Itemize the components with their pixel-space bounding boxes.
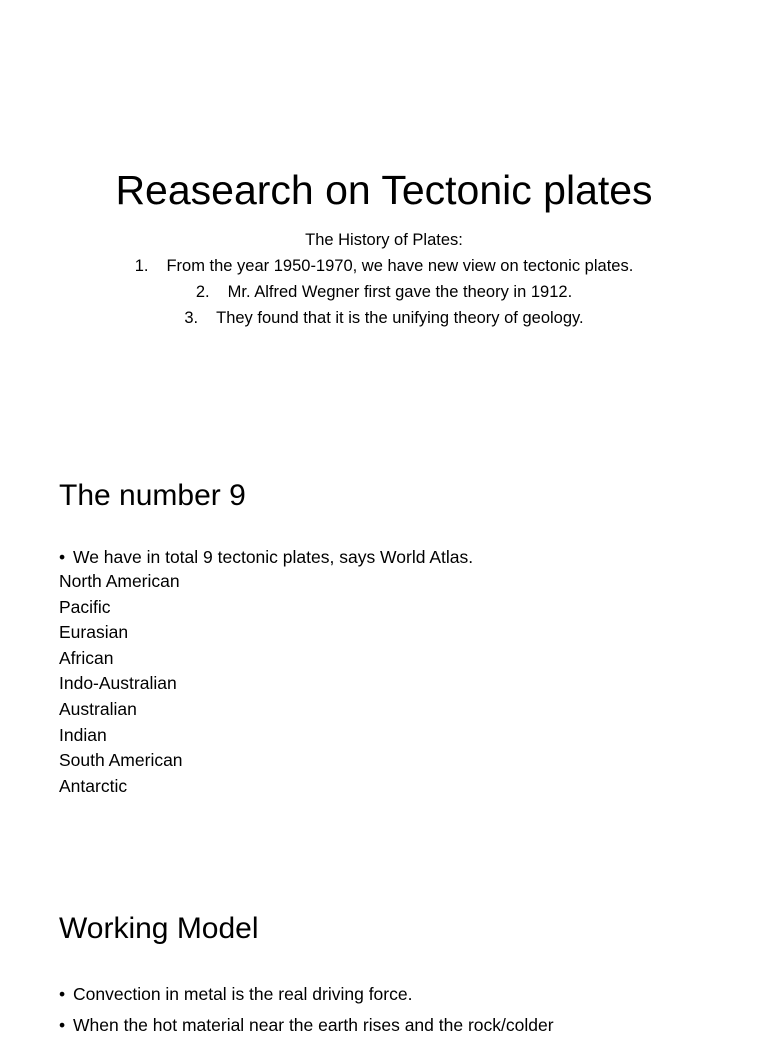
bullet-text: Convection in metal is the real driving force. bbox=[73, 984, 413, 1004]
bullet-icon: • bbox=[59, 984, 66, 1004]
bullet-item bbox=[59, 544, 473, 570]
bullet-item bbox=[59, 1012, 554, 1038]
bullet-text: We have in total 9 tectonic plates, says World Atlas. bbox=[73, 547, 474, 567]
item-text: They found that it is the unifying theory of geology. bbox=[216, 309, 584, 327]
history-item bbox=[0, 253, 768, 279]
list-item: North American bbox=[59, 571, 180, 591]
list-item: Indo-Australian bbox=[59, 673, 177, 694]
list-item: Australian bbox=[59, 698, 137, 719]
list-item: Antarctic bbox=[59, 775, 128, 796]
section-heading: The number 9 bbox=[59, 479, 246, 512]
history-section bbox=[0, 227, 768, 331]
history-subtitle: The History of Plates: bbox=[305, 231, 463, 249]
item-text: From the year 1950-1970, we have new view on tectonic plates. bbox=[166, 257, 634, 275]
bullet-icon: • bbox=[59, 547, 66, 567]
slide-number-9 bbox=[0, 432, 768, 864]
section-heading: Working Model bbox=[59, 912, 259, 945]
item-number: 2. bbox=[195, 283, 210, 301]
list-item: Indian bbox=[59, 724, 107, 745]
item-number: 1. bbox=[134, 257, 149, 275]
page-title: Reasearch on Tectonic plates bbox=[115, 167, 653, 213]
bullet-text: When the hot material near the earth rises and the rock/colder bbox=[73, 1015, 554, 1035]
slide-title bbox=[0, 0, 768, 432]
bullet-item bbox=[59, 981, 412, 1007]
history-item bbox=[0, 279, 768, 305]
list-item: African bbox=[59, 647, 114, 668]
list-item: Eurasian bbox=[59, 622, 129, 643]
slide-working-model bbox=[0, 864, 768, 1035]
list-item: South American bbox=[59, 750, 183, 771]
item-text: Mr. Alfred Wegner first gave the theory in 1912. bbox=[227, 283, 573, 301]
list-item: Pacific bbox=[59, 596, 111, 617]
plate-list bbox=[59, 569, 183, 799]
bullet-icon: • bbox=[59, 1015, 66, 1035]
history-item bbox=[0, 305, 768, 331]
item-number: 3. bbox=[184, 309, 199, 327]
